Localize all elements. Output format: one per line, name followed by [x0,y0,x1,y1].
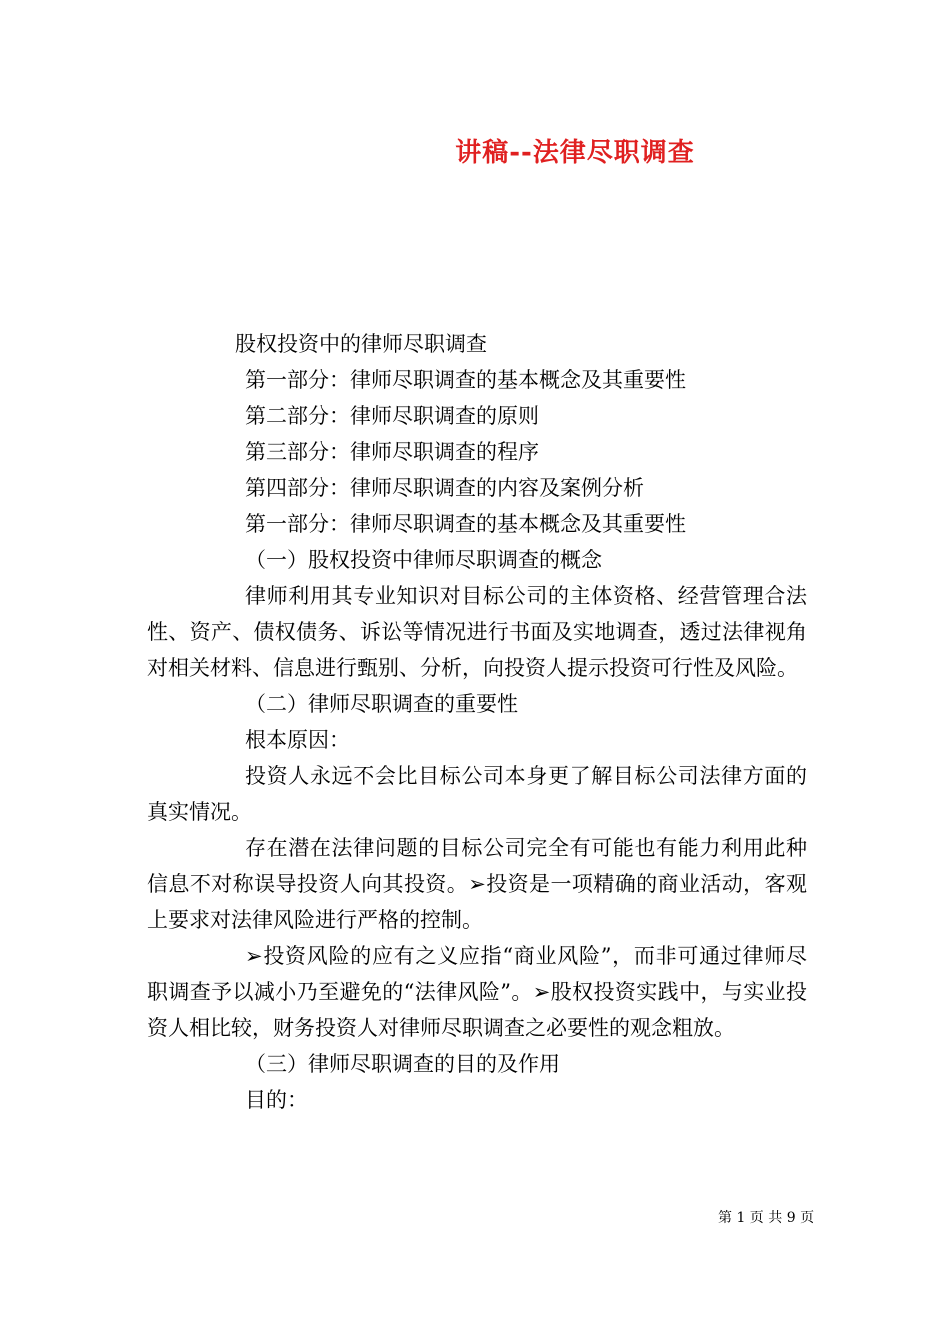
outline-item: 第二部分：律师尽职调查的原则 [245,404,539,428]
page-footer: 第 1 页 共 9 页 [718,1210,815,1226]
outline-item: 第四部分：律师尽职调查的内容及案例分析 [245,476,644,500]
section-heading: 股权投资中的律师尽职调查 [235,332,487,356]
part-heading: 第一部分：律师尽职调查的基本概念及其重要性 [245,512,686,536]
subsection-heading: （一）股权投资中律师尽职调查的概念 [245,548,602,572]
label-line: 根本原因： [245,728,350,752]
outline-item: 第三部分：律师尽职调查的程序 [245,440,539,464]
subsection-heading: （二）律师尽职调查的重要性 [245,692,518,716]
outline-item: 第一部分：律师尽职调查的基本概念及其重要性 [245,368,686,392]
document-body [147,326,807,1118]
paragraph: ➢投资风险的应有之义应指“商业风险”，而非可通过律师尽职调查予以减小乃至避免的“法律风险”。➢股权投资实践中，与实业投资人相比较，财务投资人对律师尽职调查之必要性的观念粗放。 [147,944,807,1040]
paragraph: 存在潜在法律问题的目标公司完全有可能也有能力利用此种信息不对称误导投资人向其投资。➢投资是一项精确的商业活动，客观上要求对法律风险进行严格的控制。 [147,836,807,932]
paragraph: 律师利用其专业知识对目标公司的主体资格、经营管理合法性、资产、债权债务、诉讼等情况进行书面及实地调查，透过法律视角对相关材料、信息进行甄别、分析，向投资人提示投资可行性及风险。 [147,584,807,680]
page-title: 讲稿--法律尽职调查 [455,138,695,168]
paragraph: 投资人永远不会比目标公司本身更了解目标公司法律方面的真实情况。 [147,764,807,824]
subsection-heading: （三）律师尽职调查的目的及作用 [245,1052,560,1076]
label-line: 目的： [245,1088,308,1112]
